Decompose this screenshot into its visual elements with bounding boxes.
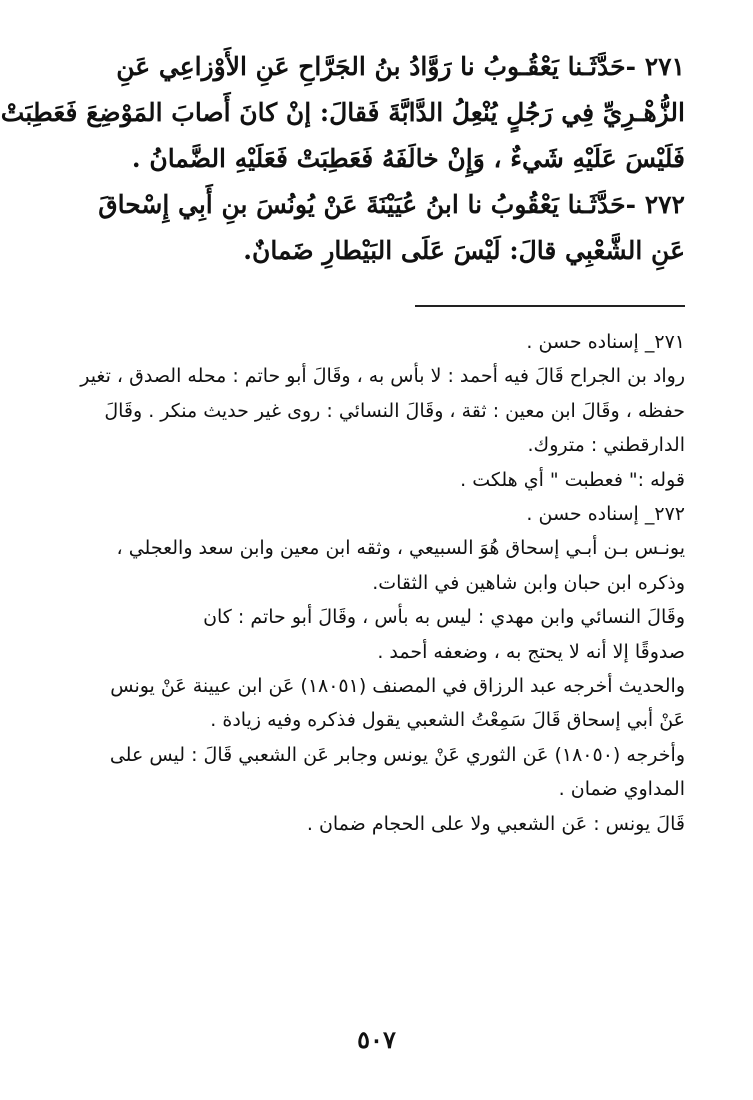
hadith-line: ٢٧٢ -حَدَّثَـنا يَعْقُوبُ نا ابنُ عُيَيْنَةَ عَنْ يُونُسَ بنِ أَبِي إِسْحاقَ <box>98 190 685 219</box>
hadith-line: الزُّهْـرِيِّ فِي رَجُلٍ يُنْعِلُ الدَّابَّةَ فَقالَ: إنْ كانَ أَصابَ المَوْضِعَ فَعَطِبَتْ <box>0 98 685 127</box>
hadith-line: ٢٧١ -حَدَّثَـنا يَعْقُـوبُ نا رَوَّادُ بنُ الجَرَّاحِ عَنِ الأَوْزاعِي عَنِ <box>116 52 685 81</box>
footnote-line: ٢٧٢_ إسناده حسن . <box>526 503 685 526</box>
footnote-line: وأخرجه (١٨٠٥٠) عَن الثوري عَنْ يونس وجابر عَن الشعبي قَالَ : ليس على <box>109 743 685 766</box>
footnote-line: وقَالَ النسائي وابن مهدي : ليس به بأس ، وقَالَ أبو حاتم : كان <box>203 606 685 629</box>
footnote-line: والحديث أخرجه عبد الرزاق في المصنف (١٨٠٥١) عَن ابن عيينة عَنْ يونس <box>110 675 685 698</box>
hadith-text <box>0 44 685 274</box>
footnote-line: رواد بن الجراح قَالَ فيه أحمد : لا بأس به ، وقَالَ أبو حاتم : محله الصدق ، تغير <box>80 365 685 388</box>
footnote-line: ٢٧١_ إسناده حسن . <box>526 331 685 353</box>
footnote-line: الدارقطني : متروك. <box>527 434 685 457</box>
hadith-line: فَلَيْسَ عَلَيْهِ شَيءٌ ، وَإِنْ خالَفَهُ فَعَطِبَتْ فَعَلَيْهِ الضَّمانُ . <box>131 144 685 173</box>
page-number: ٥٠٧ <box>357 1025 396 1054</box>
footnote-line: قوله :" فعطبت " أي هلكت . <box>460 468 685 491</box>
footnote-line: صدوقًا إلا أنه لا يحتج به ، وضعفه أحمد . <box>377 640 685 663</box>
footnote-line: المداوي ضمان . <box>558 778 685 801</box>
footnote-line: وذكره ابن حبان وابن شاهين في الثقات. <box>372 571 685 594</box>
hadith-line: عَنِ الشَّعْبِي قالَ: لَيْسَ عَلَى البَيْطارِ ضَمانٌ. <box>243 236 685 265</box>
footnote-line: قَالَ يونس : عَن الشعبي ولا على الحجام ضمان . <box>306 812 685 835</box>
footnote-separator <box>415 305 685 307</box>
footnote-line: عَنْ أبي إسحاق قَالَ سَمِعْتُ الشعبي يقول فذكره وفيه زيادة . <box>210 709 685 732</box>
footnote-line: يونـس بـن أبـي إسحاق هُوَ السبيعي ، وثقه ابن معين وابن سعد والعجلي ، <box>116 537 685 560</box>
footnotes <box>80 325 685 841</box>
footnote-line: حفظه ، وقَالَ ابن معين : ثقة ، وقَالَ النسائي : روى غير حديث منكر . وقَالَ <box>104 399 685 422</box>
